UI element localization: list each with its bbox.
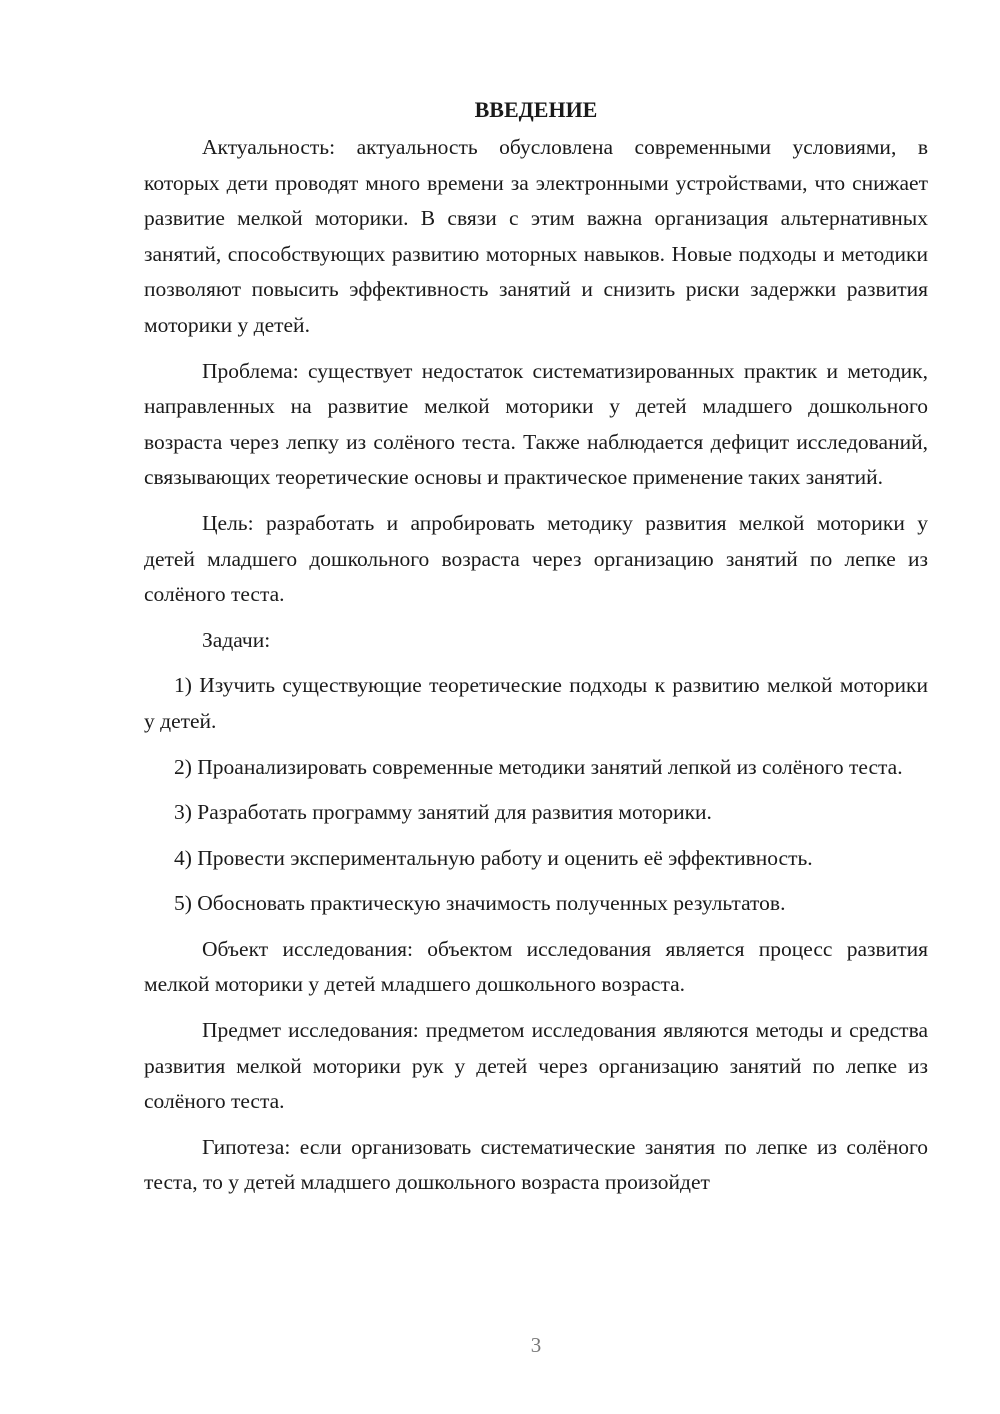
task-item-4: 4) Провести экспериментальную работу и оценить её эффективность. — [174, 845, 813, 870]
section-heading: ВВЕДЕНИЕ — [474, 97, 598, 122]
paragraph-goal: Цель: разработать и апробировать методику развития мелкой моторики у детей младшего дошкольного возраста через организацию занятий по лепке из солёного теста. — [144, 510, 928, 607]
paragraph-subject: Предмет исследования: предметом исследования являются методы и средства развития мелкой моторики рук у детей через организацию занятий по лепке из солёного теста. — [144, 1018, 928, 1114]
task-item-1: 1) Изучить существующие теоретические подходы к развитию мелкой моторики у детей. — [144, 673, 928, 733]
paragraph-problem: Проблема: существует недостаток систематизированных практик и методик, направленных на развитие мелкой моторики у детей младшего дошкольного возраста через лепку из солёного теста. Также наблюдается дефицит исследований, связывающих теоретические основы и практическое применение таких занятий. — [144, 358, 928, 490]
paragraph-object: Объект исследования: объектом исследования является процесс развития мелкой моторики у детей младшего дошкольного возраста. — [144, 936, 928, 997]
paragraph-hypothesis: Гипотеза: если организовать систематические занятия по лепке из солёного теста, то у детей младшего дошкольного возраста произойдет — [144, 1134, 928, 1195]
paragraph-relevance: Актуальность: актуальность обусловлена современными условиями, в которых дети проводят много времени за электронными устройствами, что снижает развитие мелкой моторики. В связи с этим важна организация альтернативных занятий, способствующих развитию моторных навыков. Новые подходы и методики позволяют повысить эффективность занятий и снизить риски задержки развития моторики у детей. — [144, 135, 928, 337]
task-item-3: 3) Разработать программу занятий для развития моторики. — [174, 800, 712, 825]
task-item-2: 2) Проанализировать современные методики занятий лепкой из солёного теста. — [174, 754, 903, 779]
tasks-label: Задачи: — [202, 627, 271, 652]
page-number: 3 — [530, 1333, 542, 1357]
task-item-5: 5) Обосновать практическую значимость полученных результатов. — [174, 891, 786, 916]
document-page — [144, 92, 928, 1201]
